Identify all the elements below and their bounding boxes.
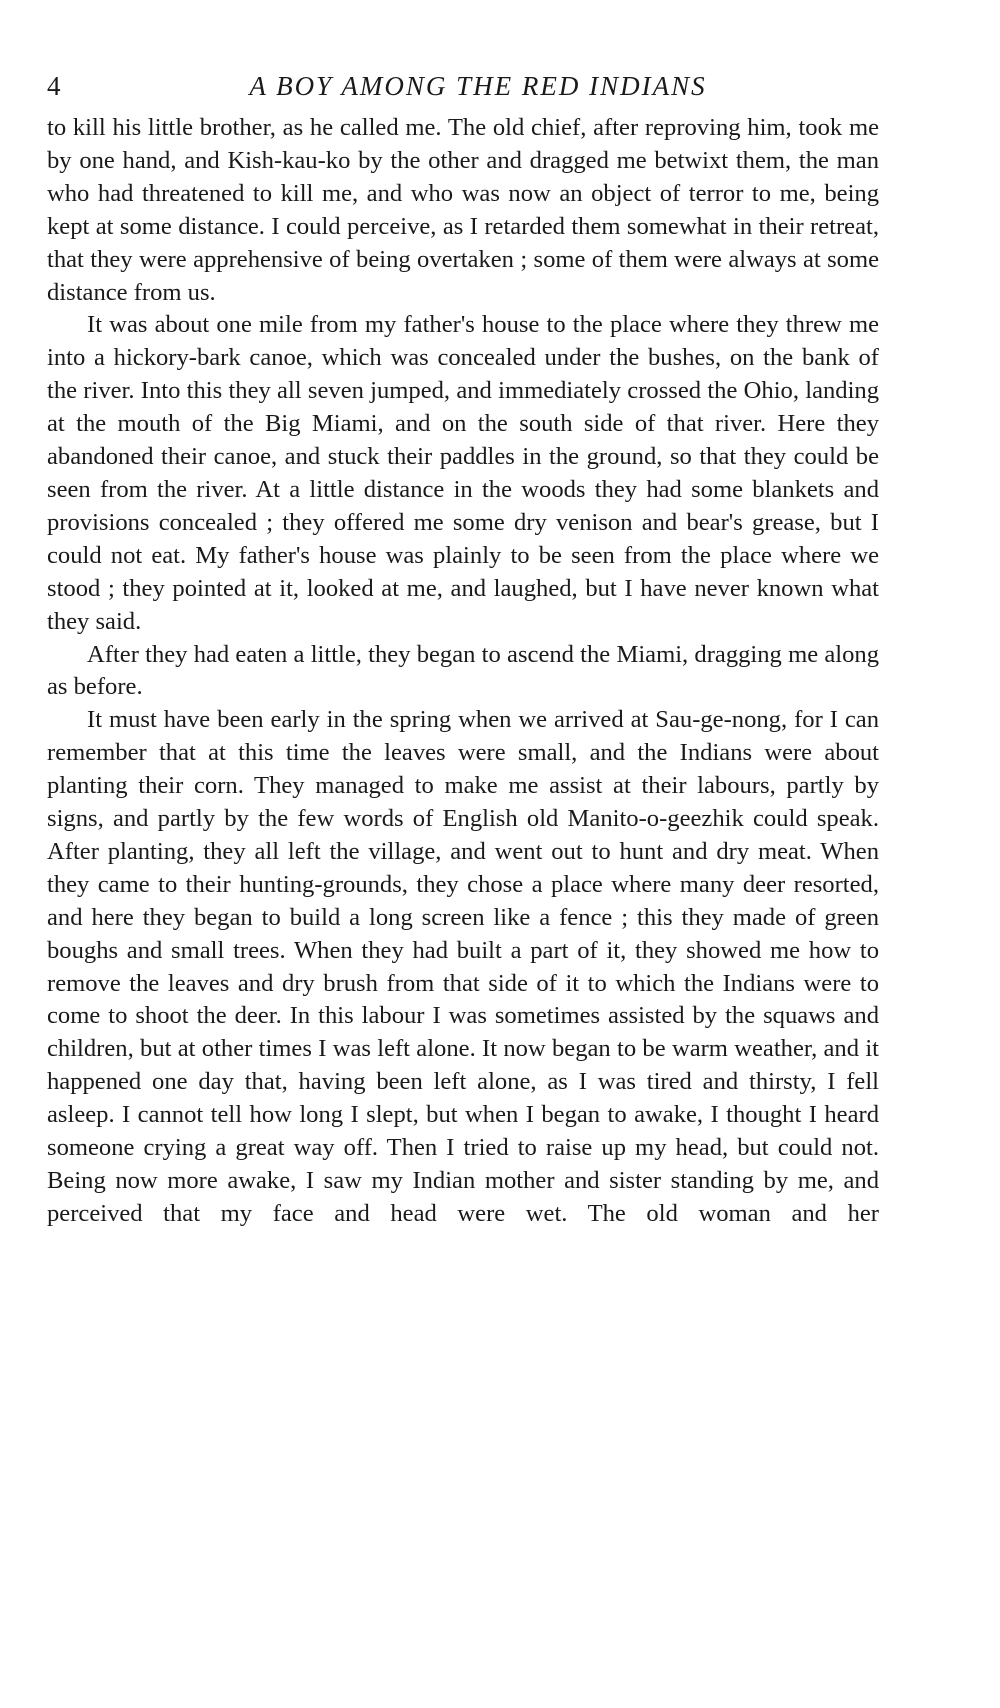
- page-header: [47, 66, 879, 106]
- running-title: A BOY AMONG THE RED INDIANS: [249, 71, 707, 101]
- paragraph-3: After they had eaten a little, they began to ascend the Miami, dragging me along as before.: [47, 640, 879, 701]
- paragraph-4: It must have been early in the spring when we arrived at Sau-ge-nong, for I can remember that at this time the leaves were small, and the Indians were about planting their corn. They managed to make me assist at their labours, partly by signs, and partly by the few words of English old Manito-o-geezhik could speak. After planting, they all left the village, and went out to hunt and dry meat. When they came to their hunting-grounds, they chose a place where many deer resorted, and here they began to build a long screen like a fence ; this they made of green boughs and small trees. When they had built a part of it, they showed me how to remove the leaves and dry brush from that side of it to which the Indians were to come to shoot the deer. In this labour I was sometimes assisted by the squaws and children, but at other times I was left alone. It now began to be warm weather, and it happened one day that, having been left alone, as I was tired and thirsty, I fell asleep. I cannot tell how long I slept, but when I began to awake, I thought I heard someone crying a great way off. Then I tried to raise up my head, but could not. Being now more awake, I saw my Indian mother and sister standing by me, and perceived that my face and head were wet. The old woman and her: [47, 706, 879, 1227]
- paragraph-2: It was about one mile from my father's house to the place where they threw me into a hickory-bark canoe, which was concealed under the bushes, on the bank of the river. Into this they all seven jumped, and immediately crossed the Ohio, landing at the mouth of the Big Miami, and on the south side of that river. Here they abandoned their canoe, and stuck their paddles in the ground, so that they could be seen from the river. At a little distance in the woods they had some blankets and provisions concealed ; they offered me some dry venison and bear's grease, but I could not eat. My father's house was plainly to be seen from the place where we stood ; they pointed at it, looked at me, and laughed, but I have never known what they said.: [47, 311, 879, 635]
- paragraph-1: to kill his little brother, as he called me. The old chief, after reproving him, took me by one hand, and Kish-kau-ko by the other and dragged me betwixt them, the man who had threatened to kill me, and who was now an object of terror to me, being kept at some distance. I could perceive, as I retarded them somewhat in their retreat, that they were apprehensive of being overtaken ; some of them were always at some distance from us.: [47, 114, 879, 306]
- book-page: [47, 66, 879, 1231]
- page-number: 4: [47, 71, 61, 101]
- body-text: [47, 112, 879, 1231]
